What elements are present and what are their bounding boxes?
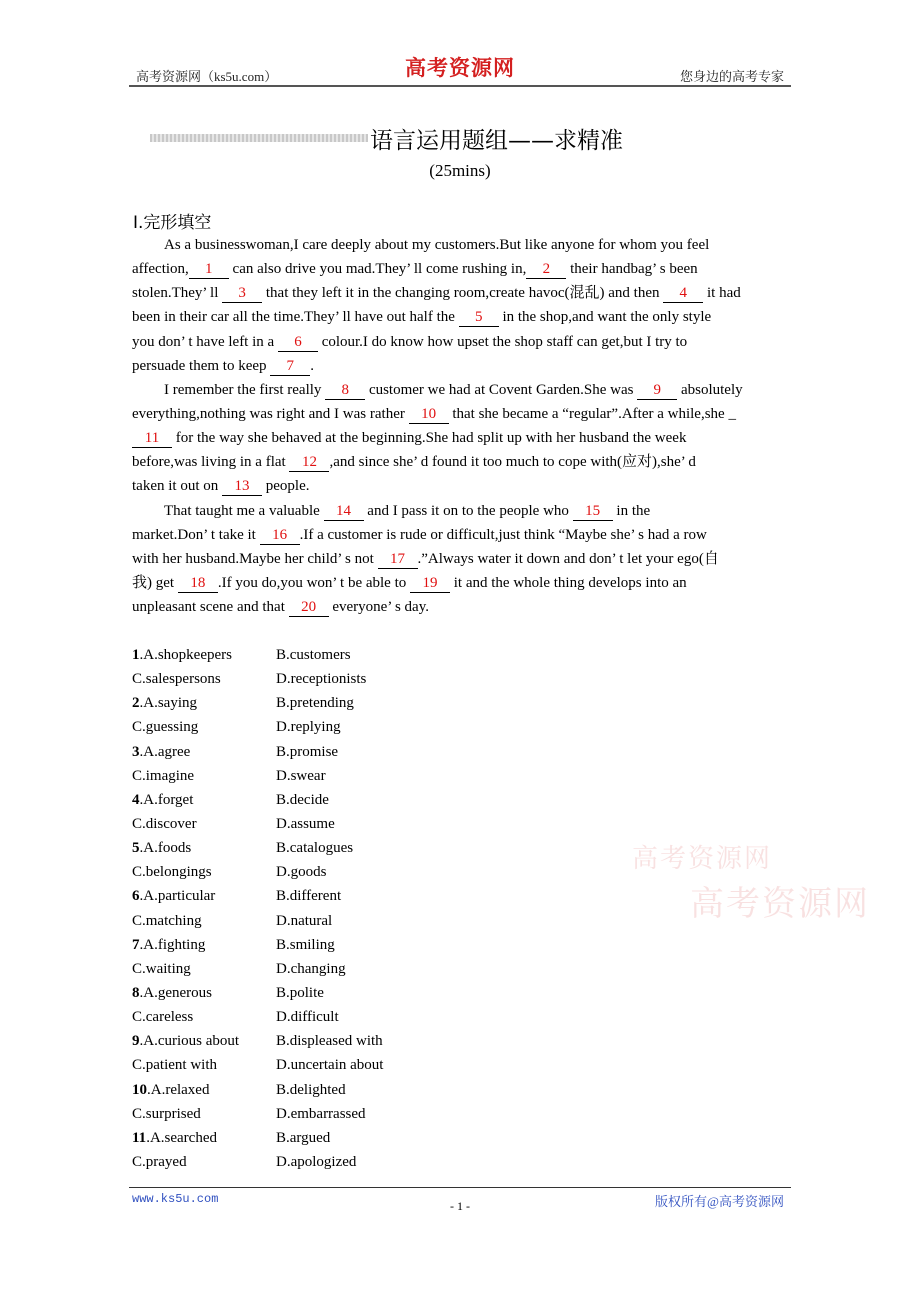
- option-a: A.fighting: [143, 936, 206, 953]
- passage-text: with her husband.Maybe her child’ s not: [132, 550, 378, 567]
- passage-text: before,was living in a flat: [132, 454, 290, 471]
- passage-line: [132, 281, 802, 305]
- question-number-dot: .: [139, 791, 144, 808]
- question-number-dot: .: [139, 984, 144, 1001]
- passage-text: their handbag’ s been: [566, 261, 698, 278]
- passage-text: .If you do,you won’ t be able to: [217, 574, 411, 591]
- watermark: 高考资源网: [632, 844, 773, 874]
- passage-text: and I pass it on to the people who: [363, 502, 573, 519]
- blank-5: 5: [459, 309, 499, 327]
- passage-text: colour.I do know how upset the shop staff can get,but I try to: [317, 333, 688, 350]
- passage-line: [132, 547, 802, 571]
- question-4-options-row: [132, 812, 432, 836]
- blank-15: 15: [573, 503, 613, 521]
- blank-13: 13: [222, 478, 262, 496]
- blank-20: 20: [289, 599, 329, 617]
- question-5-options-row: [132, 860, 432, 884]
- blank-1: 1: [189, 261, 229, 279]
- blank-16: 16: [260, 527, 300, 545]
- cloze-passage: [132, 233, 802, 619]
- question-number: 1: [132, 647, 140, 663]
- question-number-dot: .: [139, 1033, 144, 1050]
- passage-text: taken it out on: [132, 478, 222, 495]
- header-divider: [129, 85, 791, 87]
- option-c: C.belongings: [132, 864, 212, 881]
- question-number-dot: .: [139, 743, 144, 760]
- passage-text: can also drive you mad.They’ ll come rushing in,: [228, 261, 527, 278]
- passage-text: .”Always water it down and don’ t let your ego(自: [417, 550, 719, 567]
- passage-line: [132, 402, 802, 426]
- passage-text: As a businesswoman,I care deeply about my customers.But like anyone for whom you feel: [164, 237, 710, 253]
- option-a: A.forget: [143, 791, 194, 808]
- header-site-name: 高考资源网（ks5u.com）: [136, 69, 278, 84]
- question-number: 7: [132, 936, 140, 953]
- passage-text: in the shop,and want the only style: [498, 309, 712, 326]
- question-number: 3: [132, 743, 140, 760]
- question-number-dot: .: [139, 888, 144, 905]
- passage-line: [132, 450, 802, 474]
- blank-12: 12: [289, 454, 329, 472]
- option-a: A.saying: [143, 695, 197, 712]
- option-b: B.smiling: [276, 936, 335, 953]
- option-b: B.different: [276, 888, 342, 905]
- option-d: D.apologized: [276, 1153, 357, 1170]
- passage-text: persuade them to keep: [132, 357, 271, 374]
- option-c: C.discover: [132, 815, 197, 832]
- footer-divider: [129, 1187, 791, 1188]
- passage-text: stolen.They’ ll: [132, 285, 223, 302]
- passage-text: been in their car all the time.They’ ll have out half the: [132, 309, 459, 326]
- question-1-options-row: [132, 667, 432, 691]
- question-11-options-row: [132, 1126, 432, 1150]
- question-number: 11: [132, 1129, 147, 1146]
- question-8-options-row: [132, 1005, 432, 1029]
- question-number-dot: .: [139, 936, 144, 953]
- passage-text: I remember the first really: [164, 381, 326, 398]
- question-4-options-row: [132, 788, 432, 812]
- passage-line: [132, 523, 802, 547]
- footer-link[interactable]: www.ks5u.com: [132, 1192, 219, 1206]
- question-number-dot: .: [139, 840, 144, 857]
- option-d: D.natural: [276, 912, 333, 929]
- header-slogan: 您身边的高考专家: [679, 69, 784, 84]
- option-a: A.foods: [143, 840, 192, 857]
- option-a: A.shopkeepers: [143, 647, 232, 663]
- question-number: 2: [132, 695, 140, 712]
- passage-text: .: [310, 357, 315, 374]
- question-2-options-row: [132, 715, 432, 739]
- question-8-options-row: [132, 981, 432, 1005]
- passage-text: 我) get: [132, 574, 178, 591]
- passage-text: that they left it in the changing room,create havoc(混乱) and then: [262, 285, 664, 302]
- blank-9: 9: [637, 382, 677, 400]
- question-6-options-row: [132, 884, 432, 908]
- option-d: D.swear: [276, 767, 326, 784]
- question-3-options-row: [132, 740, 432, 764]
- option-a: A.relaxed: [150, 1081, 210, 1098]
- passage-text: it had: [703, 285, 741, 302]
- question-2-options-row: [132, 691, 432, 715]
- passage-line: [132, 474, 802, 498]
- option-a: A.agree: [143, 743, 191, 760]
- passage-text: in the: [612, 502, 651, 519]
- option-a: A.generous: [143, 984, 212, 1001]
- passage-text: that she became a “regular”.After a while,she _: [448, 405, 736, 422]
- duration-label: (25mins): [429, 161, 491, 180]
- option-c: C.guessing: [132, 719, 199, 736]
- option-b: B.catalogues: [276, 840, 354, 857]
- question-number: 8: [132, 984, 140, 1001]
- passage-line: [132, 571, 802, 595]
- option-d: D.goods: [276, 864, 327, 881]
- option-b: B.delighted: [276, 1081, 346, 1098]
- option-c: C.imagine: [132, 767, 195, 784]
- blank-7: 7: [270, 358, 310, 376]
- passage-line: [132, 305, 802, 329]
- passage-line: [132, 330, 802, 354]
- question-10-options-row: [132, 1078, 432, 1102]
- passage-text: you don’ t have left in a: [132, 333, 278, 350]
- option-b: B.argued: [276, 1129, 331, 1146]
- question-3-options-row: [132, 764, 432, 788]
- option-c: C.waiting: [132, 960, 191, 977]
- option-b: B.displeased with: [276, 1033, 383, 1050]
- passage-text: .If a customer is rude or difficult,just think “Maybe she’ s had a row: [299, 526, 707, 543]
- blank-17: 17: [378, 551, 418, 569]
- option-a: A.particular: [143, 888, 216, 905]
- question-number: 10: [132, 1081, 147, 1098]
- question-5-options-row: [132, 836, 432, 860]
- question-9-options-row: [132, 1053, 432, 1077]
- option-c: C.careless: [132, 1009, 194, 1026]
- option-c: C.matching: [132, 912, 202, 929]
- option-d: D.difficult: [276, 1009, 339, 1026]
- question-number: 9: [132, 1033, 140, 1050]
- question-7-options-row: [132, 933, 432, 957]
- passage-text: unpleasant scene and that: [132, 599, 289, 616]
- passage-line: [132, 499, 802, 523]
- question-10-options-row: [132, 1102, 432, 1126]
- page-number: - 1 -: [450, 1199, 470, 1213]
- option-b: B.decide: [276, 791, 329, 808]
- question-number: 6: [132, 888, 140, 905]
- option-d: D.replying: [276, 719, 341, 736]
- question-11-options-row: [132, 1150, 432, 1174]
- option-c: C.prayed: [132, 1153, 187, 1170]
- option-b: B.promise: [276, 743, 339, 760]
- passage-line: [132, 426, 802, 450]
- passage-line: [132, 233, 802, 257]
- blank-6: 6: [278, 334, 318, 352]
- blank-8: 8: [325, 382, 365, 400]
- passage-text: everything,nothing was right and I was rather: [132, 405, 409, 422]
- passage-line: [132, 354, 802, 378]
- option-b: B.pretending: [276, 695, 354, 712]
- option-d: D.embarrassed: [276, 1105, 366, 1122]
- passage-text: absolutely: [677, 381, 743, 398]
- passage-text: customer we had at Covent Garden.She was: [365, 381, 638, 398]
- blank-4: 4: [663, 285, 703, 303]
- option-a: A.searched: [149, 1129, 217, 1146]
- passage-text: for the way she behaved at the beginning.She had split up with her husband the week: [172, 430, 687, 447]
- option-c: C.surprised: [132, 1105, 201, 1122]
- option-c: C.salespersons: [132, 671, 221, 688]
- blank-11: 11: [132, 430, 172, 448]
- blank-2: 2: [526, 261, 566, 279]
- passage-text: it and the whole thing develops into an: [450, 574, 687, 591]
- blank-10: 10: [409, 406, 449, 424]
- passage-text: everyone’ s day.: [328, 599, 429, 616]
- passage-text: market.Don’ t take it: [132, 526, 260, 543]
- passage-text: That taught me a valuable: [164, 502, 324, 519]
- passage-line: [132, 378, 802, 402]
- option-a: A.curious about: [143, 1033, 240, 1050]
- question-number-dot: .: [139, 647, 144, 663]
- question-6-options-row: [132, 909, 432, 933]
- blank-14: 14: [324, 503, 364, 521]
- footer-copyright: 版权所有@高考资源网: [655, 1194, 784, 1209]
- option-d: D.assume: [276, 815, 335, 832]
- watermark: 高考资源网: [690, 884, 870, 924]
- question-number: 5: [132, 840, 140, 857]
- blank-18: 18: [178, 575, 218, 593]
- title-decoration-bar: [150, 134, 368, 142]
- answer-options: [132, 643, 432, 1174]
- option-d: D.uncertain about: [276, 1057, 384, 1074]
- question-7-options-row: [132, 957, 432, 981]
- question-number: 4: [132, 791, 140, 808]
- passage-line: [132, 257, 802, 281]
- passage-text: ,and since she’ d found it too much to cope with(应对),she’ d: [329, 454, 696, 471]
- option-b: B.polite: [276, 984, 324, 1001]
- title-dash: ——: [508, 128, 554, 154]
- title-main: 语言运用题组: [370, 128, 508, 154]
- question-9-options-row: [132, 1029, 432, 1053]
- blank-3: 3: [222, 285, 262, 303]
- page-title: [370, 122, 623, 155]
- passage-text: affection,: [132, 261, 189, 278]
- blank-19: 19: [410, 575, 450, 593]
- option-d: D.receptionists: [276, 671, 367, 688]
- site-logo: 高考资源网: [405, 55, 515, 80]
- option-b: B.customers: [276, 647, 351, 663]
- question-number-dot: .: [139, 695, 144, 712]
- passage-text: people.: [262, 478, 310, 495]
- option-d: D.changing: [276, 960, 346, 977]
- title-sub: 求精准: [554, 128, 623, 154]
- question-number-dot: .: [147, 1081, 151, 1098]
- question-number-dot: .: [146, 1129, 150, 1146]
- option-c: C.patient with: [132, 1057, 217, 1074]
- question-1-options-row: [132, 643, 432, 667]
- section-heading: Ⅰ.完形填空: [133, 213, 212, 233]
- passage-line: [132, 595, 802, 619]
